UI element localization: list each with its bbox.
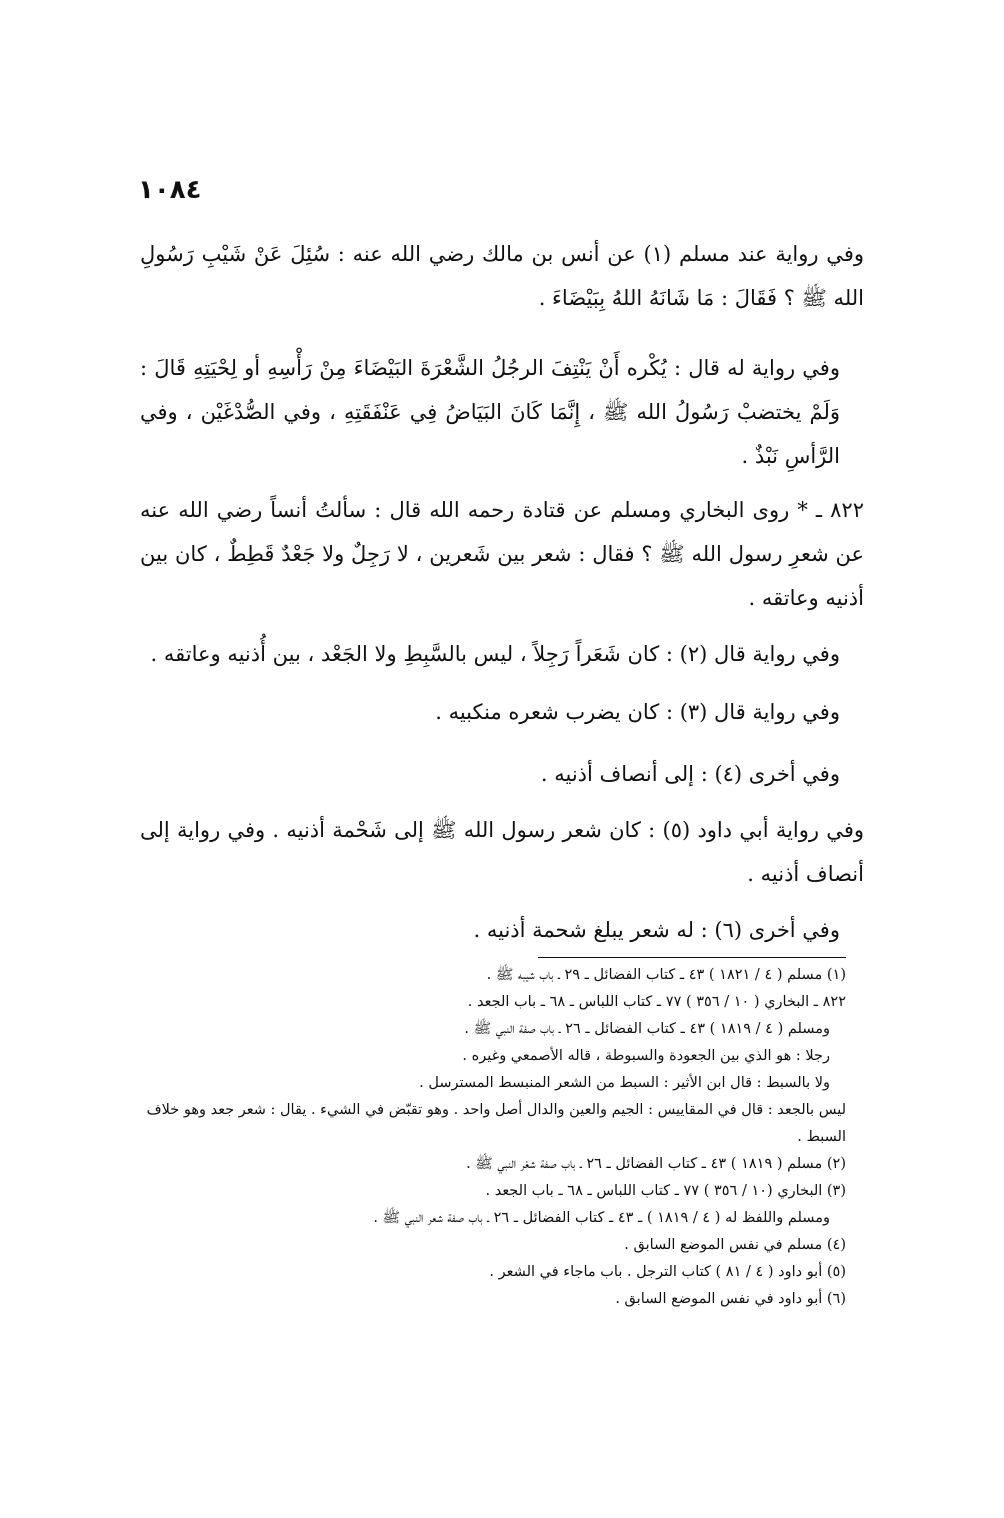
paragraph-muslim-narration [140, 232, 864, 320]
footnote: رجلا : هو الذي بين الجعودة والسبوطة ، قاله الأصمعي وغيره . [462, 1048, 830, 1064]
paragraph-text: وفي رواية له قال : يُكْره أَنْ يَنْتِفَ الرجُلُ الشَّعْرَةَ البَيْضَاءَ مِنْ رَأْسِهِ أو لِحْيَتِهِ قَالَ : وَلَمْ يختضبْ رَسُولُ الله ﷺ ، إِنَّمَا كَانَ البَيَاضُ فِي عَنْفَقَتِهِ ، وفي الصُّدْغَيْن ، وفي الرَّأسِ نَبْذٌ . [140, 356, 840, 468]
page-number: ١٠٨٤ [138, 175, 202, 205]
paragraph-text: ٨٢٢ ـ * روى البخاري ومسلم عن قتادة رحمه الله قال : سألتُ أنساً رضي الله عنه عن شعرِ رسول الله ﷺ ؟ فقال : شعر بين شَعرين ، لا رَجِلٌ ولا جَعْدٌ قَطِطٌ ، كان بين أذنيه وعاتقه . [140, 498, 864, 610]
paragraph-text: وفي أخرى (٦) : له شعر يبلغ شحمة أذنيه . [473, 918, 840, 942]
footnote: ومسلم ( ٤ / ١٨١٩ ) ٤٣ ـ كتاب الفضائل ـ ٢٦ ـ باب صفة النبي ﷺ . [464, 1021, 830, 1037]
paragraph-narration-5 [140, 808, 864, 896]
footnote: (٦) أبو داود في نفس الموضع السابق . [615, 1291, 846, 1307]
paragraph-second-narration [140, 346, 864, 478]
footnote: (٢) مسلم ( ١٨١٩ ) ٤٣ ـ كتاب الفضائل ـ ٢٦ ـ باب صفة شعْر النبي ﷺ . [466, 1156, 846, 1172]
footnote: ليس بالجعد : قال في المقاييس : الجيم والعين والدال أصل واحد . وهو تقبّض في الشيء . يقال : شعر جعد وهو خلاف السبط . [146, 1102, 846, 1145]
footnote: (١) مسلم ( ٤ / ١٨٢١ ) ٤٣ ـ كتاب الفضائل ـ ٢٩ ـ باب شيبه ﷺ . [486, 967, 846, 983]
footnote: (٤) مسلم في نفس الموضع السابق . [624, 1237, 846, 1253]
paragraph-text: وفي رواية أبي داود (٥) : كان شعر رسول الله ﷺ إلى شَحْمة أذنيه . وفي رواية إلى أنصاف أذنيه . [140, 818, 864, 886]
paragraph-narration-6 [140, 908, 864, 952]
paragraph-narration-3 [140, 690, 864, 734]
paragraph-text: وفي أخرى (٤) : إلى أنصاف أذنيه . [540, 762, 840, 786]
paragraph-text: وفي رواية قال (٣) : كان يضرب شعره منكبيه . [435, 700, 840, 724]
footnote: (٣) البخاري (١٠ / ٣٥٦ ) ٧٧ ـ كتاب اللباس ـ ٦٨ ـ باب الجعد . [485, 1183, 846, 1199]
paragraph-text: وفي رواية قال (٢) : كان شَعَراً رَجِلاً ، ليس بالسَّبِطِ ولا الجَعْد ، بين أُذنيه وعاتقه . [150, 642, 840, 666]
paragraph-text: وفي رواية عند مسلم (١) عن أنس بن مالك رضي الله عنه : سُئِلَ عَنْ شَيْبِ رَسُولِ الله ﷺ ؟ فَقَالَ : مَا شَانَهُ اللهُ بِبَيْضَاءَ . [140, 242, 864, 310]
paragraph-hadith-822 [140, 488, 864, 620]
footnote: ولا بالسبط : قال ابن الأثير : السبط من الشعر المنبسط المسترسل . [419, 1075, 830, 1091]
footnote: ومسلم واللفظ له ( ٤ / ١٨١٩ ) ـ ٤٣ ـ كتاب الفضائل ـ ٢٦ ـ باب صفة شعر النبي ﷺ . [373, 1210, 830, 1226]
paragraph-narration-2 [140, 632, 864, 676]
footnote: ٨٢٢ ـ البخاري ( ١٠ / ٣٥٦ ) ٧٧ ـ كتاب اللباس ـ ٦٨ ـ باب الجعد . [467, 994, 846, 1010]
paragraph-narration-4 [140, 752, 864, 796]
footnote-divider [538, 957, 846, 958]
footnote: (٥) أبو داود ( ٤ / ٨١ ) كتاب الترجل . باب ماجاء في الشعر . [489, 1264, 846, 1280]
footnotes [138, 962, 846, 1313]
